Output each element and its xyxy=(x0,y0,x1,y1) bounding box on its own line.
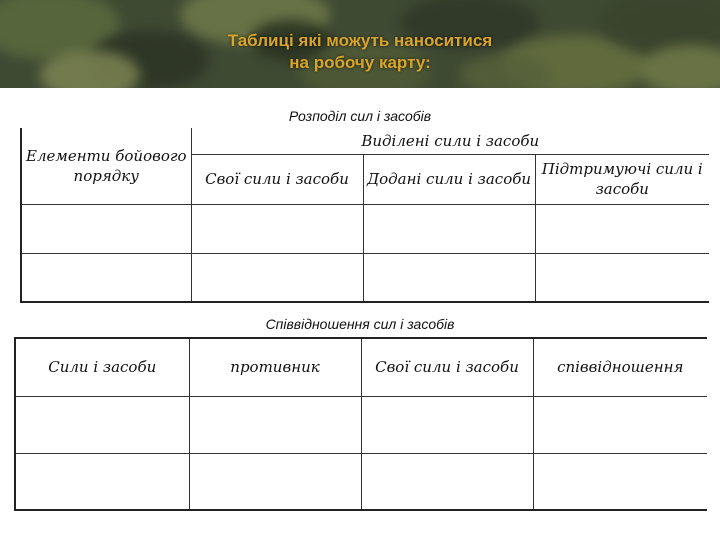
table-header-row xyxy=(15,338,707,396)
table2-caption: Співвідношення сил і засобів xyxy=(265,316,455,332)
table-cell xyxy=(191,204,363,253)
banner-title-line1: Таблиці які можуть наноситися xyxy=(227,31,493,50)
table-cell xyxy=(189,396,361,453)
table1-caption: Розподіл сил і засобів xyxy=(288,108,432,124)
table-cell xyxy=(361,396,533,453)
header-forces: Сили і засоби xyxy=(15,338,189,396)
table-cell xyxy=(21,253,191,302)
header-added-forces: Додані сили і засоби xyxy=(363,154,535,204)
banner-title-line2: на робочу карту: xyxy=(289,53,431,72)
banner-title xyxy=(0,30,720,74)
forces-ratio-table xyxy=(14,337,707,511)
table-cell xyxy=(535,204,709,253)
table-cell xyxy=(363,204,535,253)
table-cell xyxy=(361,453,533,510)
table-cell xyxy=(15,453,189,510)
table-cell xyxy=(533,453,707,510)
table-cell xyxy=(363,253,535,302)
table-cell xyxy=(535,253,709,302)
table-cell xyxy=(21,204,191,253)
header-ratio: співвідношення xyxy=(533,338,707,396)
table-cell xyxy=(15,396,189,453)
table-row xyxy=(21,253,709,302)
table-cell xyxy=(189,453,361,510)
header-allocated-forces: Виділені сили і засоби xyxy=(191,128,709,154)
table-row xyxy=(21,204,709,253)
forces-allocation-table xyxy=(20,128,709,303)
header-support-forces: Підтримуючі сили і засоби xyxy=(535,154,709,204)
table-row xyxy=(15,453,707,510)
table-row xyxy=(15,396,707,453)
header-own-forces: Свої сили і засоби xyxy=(361,338,533,396)
header-elements: Елементи бойового порядку xyxy=(21,128,191,204)
header-banner xyxy=(0,0,720,88)
header-own-forces: Свої сили і засоби xyxy=(191,154,363,204)
table-cell xyxy=(191,253,363,302)
header-enemy: противник xyxy=(189,338,361,396)
table-cell xyxy=(533,396,707,453)
